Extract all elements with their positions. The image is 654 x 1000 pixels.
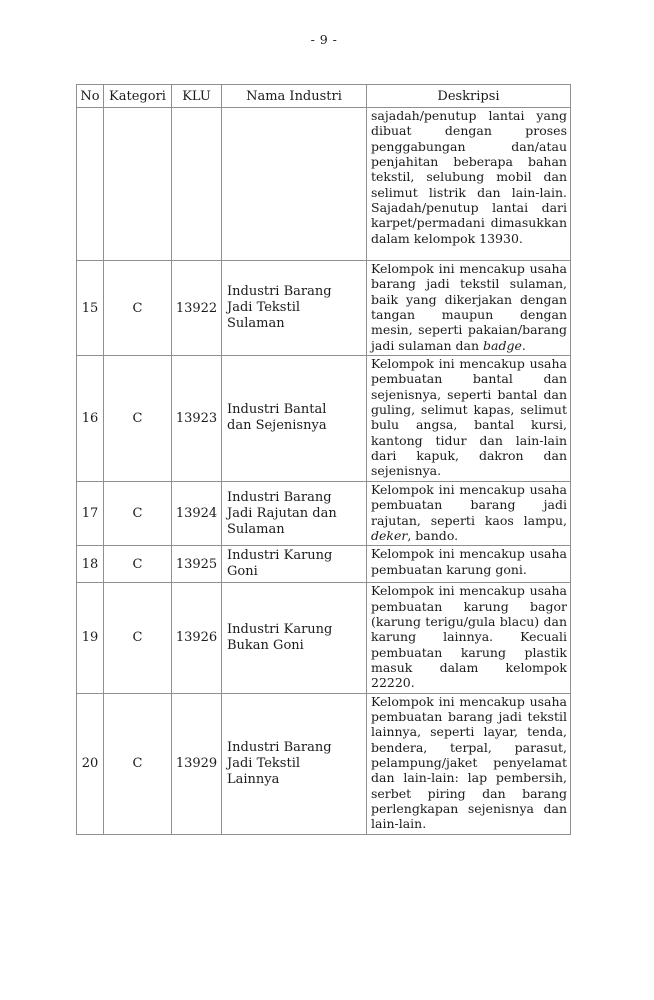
cell-klu: 13922 [172, 261, 222, 356]
cell-no: 19 [77, 583, 104, 693]
cell-kategori: C [104, 546, 172, 583]
cell-no: 16 [77, 356, 104, 482]
col-header-klu: KLU [172, 85, 222, 108]
cell-kategori: C [104, 261, 172, 356]
cell-nama-industri: Industri Karung Bukan Goni [222, 583, 367, 693]
table-row [77, 583, 571, 693]
klu-table [76, 84, 571, 835]
table-row [77, 261, 571, 356]
cell-klu: 13923 [172, 356, 222, 482]
table-row [77, 356, 571, 482]
cell-kategori: C [104, 693, 172, 834]
table-row [77, 546, 571, 583]
cell-nama-industri [222, 108, 367, 261]
table-row [77, 481, 571, 545]
col-header-deskripsi: Deskripsi [367, 85, 571, 108]
col-header-nama-industri: Nama Industri [222, 85, 367, 108]
cell-no [77, 108, 104, 261]
cell-no: 17 [77, 481, 104, 545]
cell-deskripsi: sajadah/penutup lantai yang dibuat dengan proses penggabungan dan/atau penjahitan beberapa bahan tekstil, selubung mobil dan selimut listrik dan lain-lain. Sajadah/penutup lantai dari karpet/permadani dimasukkan dalam kelompok 13930. [367, 108, 571, 261]
cell-deskripsi: Kelompok ini mencakup usaha pembuatan barang jadi rajutan, seperti kaos lampu, deker, bando. [367, 481, 571, 545]
col-header-no: No [77, 85, 104, 108]
cell-nama-industri: Industri Bantal dan Sejenisnya [222, 356, 367, 482]
cell-klu: 13925 [172, 546, 222, 583]
cell-klu: 13929 [172, 693, 222, 834]
table-header-row [77, 85, 571, 108]
cell-no: 18 [77, 546, 104, 583]
col-header-kategori: Kategori [104, 85, 172, 108]
cell-nama-industri: Industri Barang Jadi Tekstil Lainnya [222, 693, 367, 834]
cell-nama-industri: Industri Karung Goni [222, 546, 367, 583]
cell-klu [172, 108, 222, 261]
table-row [77, 108, 571, 261]
cell-deskripsi: Kelompok ini mencakup usaha pembuatan bantal dan sejenisnya, seperti bantal dan guling, selimut kapas, selimut bulu angsa, bantal kursi, kantong tidur dan lain-lain dari kapuk, dakron dan sejenisnya. [367, 356, 571, 482]
cell-deskripsi: Kelompok ini mencakup usaha pembuatan barang jadi tekstil lainnya, seperti layar, tenda, bendera, terpal, parasut, pelampung/jaket penyelamat dan lain-lain: lap pembersih, serbet piring dan barang perlengkapan sejenisnya dan lain-lain. [367, 693, 571, 834]
cell-no: 20 [77, 693, 104, 834]
cell-kategori: C [104, 583, 172, 693]
cell-klu: 13926 [172, 583, 222, 693]
page-number: - 9 - [310, 32, 338, 47]
cell-deskripsi: Kelompok ini mencakup usaha pembuatan karung goni. [367, 546, 571, 583]
cell-kategori: C [104, 356, 172, 482]
cell-no: 15 [77, 261, 104, 356]
cell-kategori: C [104, 481, 172, 545]
cell-kategori [104, 108, 172, 261]
cell-nama-industri: Industri Barang Jadi Rajutan dan Sulaman [222, 481, 367, 545]
cell-deskripsi: Kelompok ini mencakup usaha barang jadi tekstil sulaman, baik yang dikerjakan dengan tangan maupun dengan mesin, seperti pakaian/barang jadi sulaman dan badge. [367, 261, 571, 356]
cell-klu: 13924 [172, 481, 222, 545]
cell-deskripsi: Kelompok ini mencakup usaha pembuatan karung bagor (karung terigu/gula blacu) dan karung lainnya. Kecuali pembuatan karung plastik masuk dalam kelompok 22220. [367, 583, 571, 693]
table-row [77, 693, 571, 834]
cell-nama-industri: Industri Barang Jadi Tekstil Sulaman [222, 261, 367, 356]
